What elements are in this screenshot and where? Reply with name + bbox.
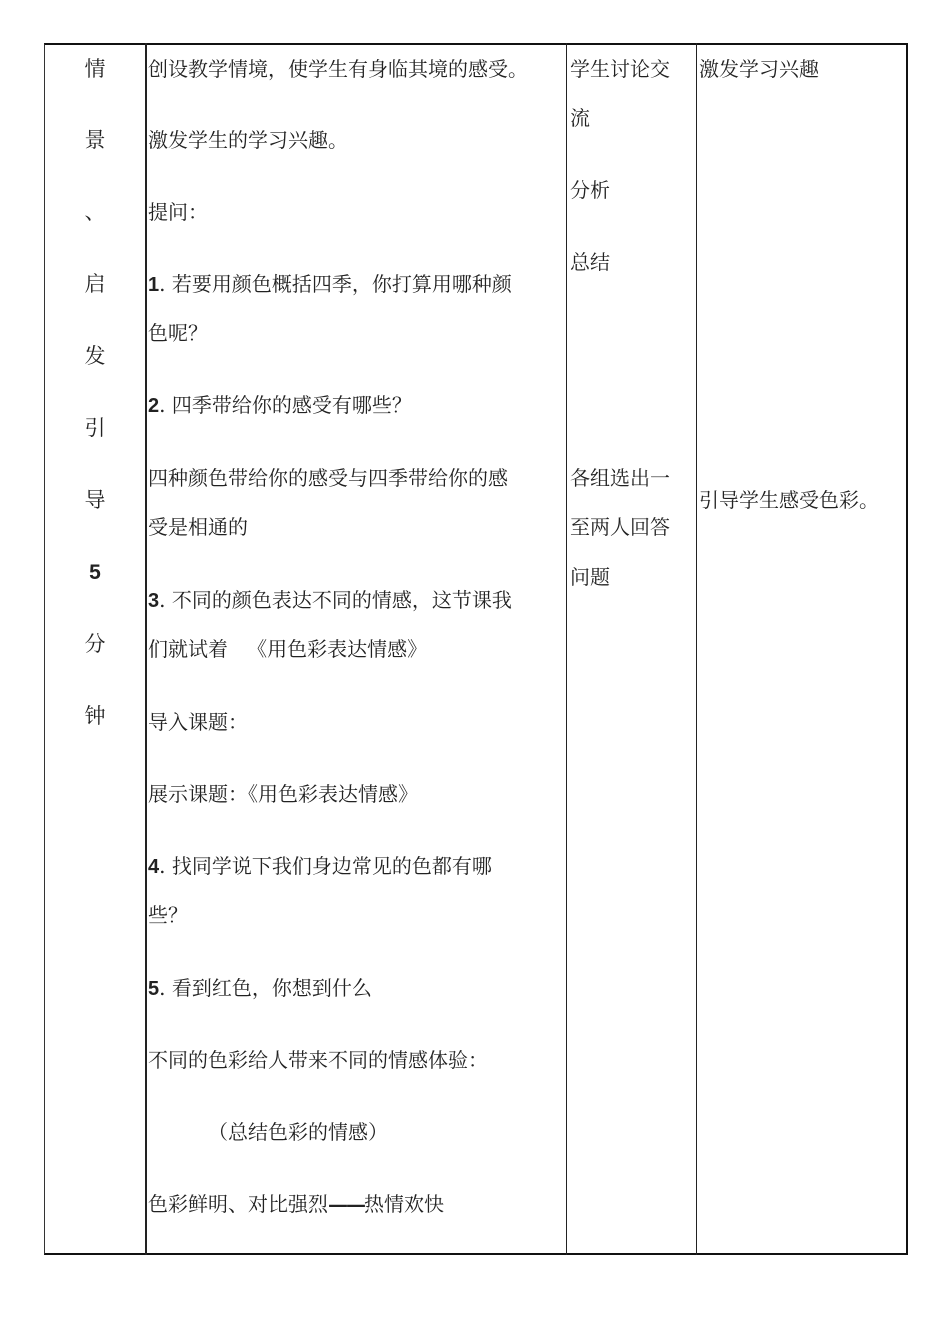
stage-duration-number: 5: [89, 561, 101, 584]
content-line: 色呢？: [148, 321, 208, 345]
content-line: 些？: [148, 903, 188, 927]
student-line: 流: [570, 106, 590, 130]
question-1: [148, 272, 512, 297]
summary-text: 色彩鲜明、对比强烈: [148, 1192, 328, 1216]
content-line: 们就试着 《用色彩表达情感》: [148, 637, 428, 661]
student-line: 总结: [570, 250, 610, 274]
stage-char: 、: [84, 200, 106, 224]
question-3: [148, 588, 512, 613]
column-divider-2: [566, 43, 567, 1255]
question-number: 1: [148, 274, 160, 296]
question-number: 5: [148, 978, 160, 1000]
stage-char: 启: [84, 272, 106, 296]
stage-char: 分: [84, 632, 106, 656]
question-5: [148, 976, 372, 1001]
question-number: 3: [148, 590, 160, 612]
student-line: 问题: [570, 565, 610, 589]
stage-char: 钟: [84, 704, 106, 728]
em-dash: ——: [328, 1192, 364, 1216]
student-line: 分析: [570, 178, 610, 202]
content-line: 提问：: [148, 200, 208, 224]
content-line: 展示课题：《用色彩表达情感》: [148, 782, 418, 806]
question-4: [148, 854, 492, 879]
intent-line: 引导学生感受色彩。: [699, 488, 879, 512]
question-text: . 找同学说下我们身边常见的色都有哪: [159, 854, 492, 878]
stage-char: 导: [84, 488, 106, 512]
content-line: 四种颜色带给你的感受与四季带给你的感: [148, 466, 508, 490]
stage-char: 景: [84, 128, 106, 152]
intent-line: 激发学习兴趣: [699, 57, 819, 81]
column-divider-3: [696, 43, 697, 1255]
content-line: 创设教学情境，使学生有身临其境的感受。: [148, 57, 528, 81]
question-text: . 四季带给你的感受有哪些？: [159, 393, 412, 417]
stage-char: 发: [84, 344, 106, 368]
question-text: . 若要用颜色概括四季，你打算用哪种颜: [159, 272, 512, 296]
question-text: . 看到红色，你想到什么: [159, 976, 372, 1000]
content-line-summary: [148, 1192, 444, 1216]
stage-char: 情: [84, 57, 106, 81]
question-2: [148, 393, 412, 418]
content-line: （总结色彩的情感）: [208, 1120, 388, 1144]
content-line: 不同的色彩给人带来不同的情感体验：: [148, 1048, 488, 1072]
question-text: . 不同的颜色表达不同的情感，这节课我: [159, 588, 512, 612]
student-line: 学生讨论交: [570, 57, 670, 81]
content-line: 导入课题：: [148, 710, 248, 734]
stage-char: 引: [84, 416, 106, 440]
student-line: 各组选出一: [570, 466, 670, 490]
content-line: 激发学生的学习兴趣。: [148, 128, 348, 152]
question-number: 2: [148, 395, 160, 417]
question-number: 4: [148, 856, 160, 878]
content-line: 受是相通的: [148, 515, 248, 539]
summary-text: 热情欢快: [364, 1192, 444, 1216]
student-line: 至两人回答: [570, 515, 670, 539]
